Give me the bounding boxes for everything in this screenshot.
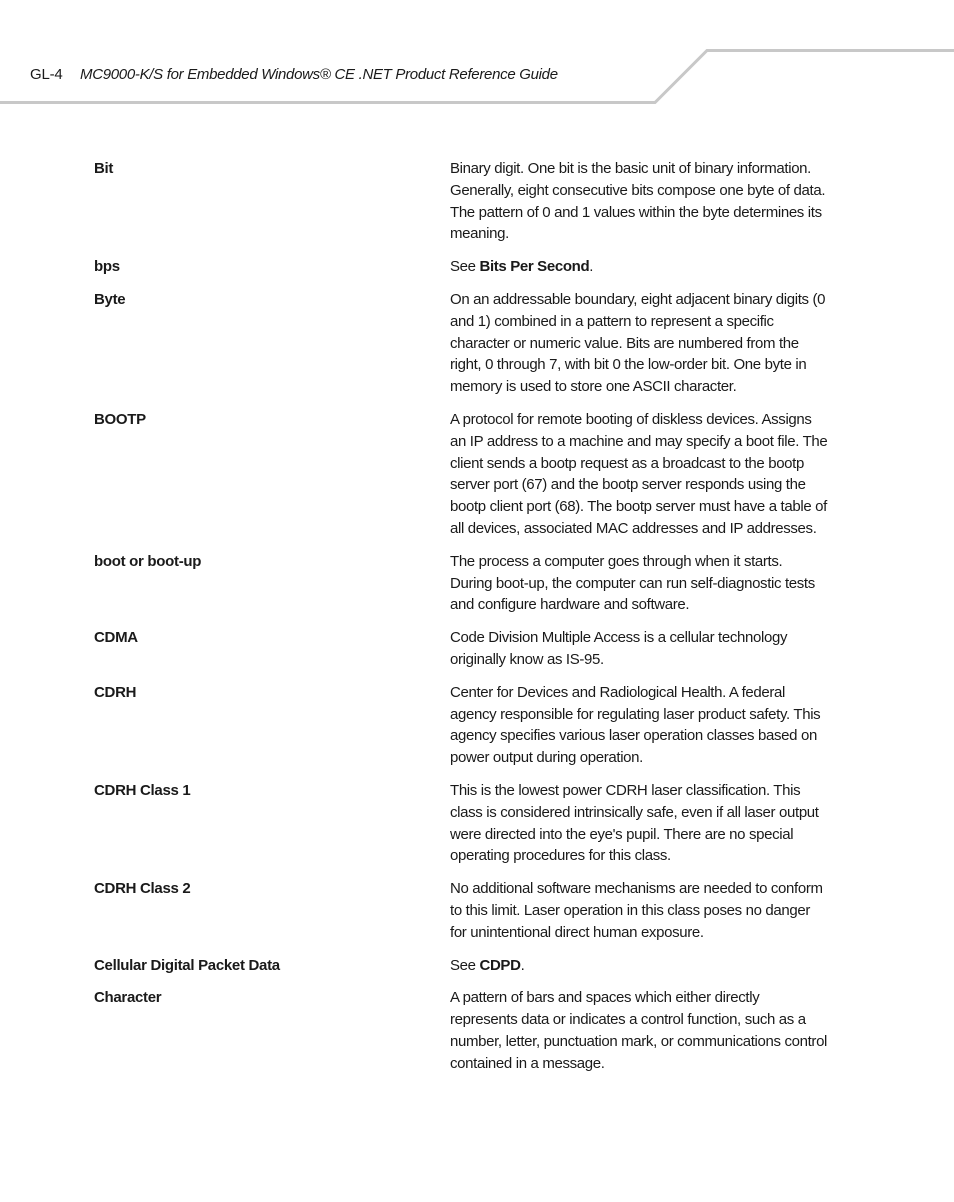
glossary-definition: The process a computer goes through when it starts. During boot-up, the computer can run self-diagnostic tests and configure hardware and software. <box>450 552 815 614</box>
glossary-entry <box>94 551 834 616</box>
glossary-term: Byte <box>94 290 126 308</box>
header-rule-decoration <box>0 0 954 110</box>
glossary-entry <box>94 256 834 278</box>
glossary-entry <box>94 955 834 977</box>
glossary-term: CDMA <box>94 629 138 647</box>
glossary-entry <box>94 289 834 398</box>
glossary-term: CDRH Class 2 <box>94 880 191 898</box>
glossary-term: boot or boot-up <box>94 552 202 570</box>
glossary-term: CDRH <box>94 683 137 701</box>
glossary-definition: This is the lowest power CDRH laser classification. This class is considered intrinsically safe, even if all laser output were directed into the eye's pupil. There are no special operating procedures for this class. <box>450 781 819 865</box>
glossary-term: bps <box>94 258 120 276</box>
glossary-definition: On an addressable boundary, eight adjacent binary digits (0 and 1) combined in a pattern to represent a specific character or numeric value. Bits are numbered from the right, 0 through 7, with bit 0 the low-order bit. One byte in memory is used to store one ASCII character. <box>450 290 826 396</box>
see-prefix: See <box>450 258 480 276</box>
glossary-definition: Binary digit. One bit is the basic unit of binary information. Generally, eight consecutive bits compose one byte of data. The pattern of 0 and 1 values within the byte determines its meaning. <box>450 160 826 243</box>
glossary-entry <box>94 409 834 540</box>
glossary-definition: A protocol for remote booting of diskless devices. Assigns an IP address to a machine and may specify a boot file. The client sends a bootp request as a broadcast to the bootp server port (67) and the bootp server responds using the bootp client port (68). The bootp server must have a table of all devices, associated MAC addresses and IP addresses. <box>450 410 828 537</box>
glossary-definition <box>450 256 828 278</box>
glossary-term: Bit <box>94 160 114 177</box>
glossary-term: Character <box>94 989 162 1007</box>
page-number: GL-4 <box>30 66 63 83</box>
see-suffix: . <box>589 258 594 276</box>
glossary-list <box>94 158 834 1085</box>
glossary-term: Cellular Digital Packet Data <box>94 956 280 974</box>
see-prefix: See <box>450 956 480 974</box>
glossary-entry <box>94 780 834 867</box>
glossary-definition: Center for Devices and Radiological Health. A federal agency responsible for regulating laser product safety. This agency specifies various laser operation classes based on power output during operation. <box>450 683 821 767</box>
glossary-definition <box>450 955 828 977</box>
glossary-entry <box>94 987 834 1074</box>
glossary-term: BOOTP <box>94 410 146 428</box>
glossary-definition: Code Division Multiple Access is a cellular technology originally know as IS-95. <box>450 629 788 668</box>
glossary-entry <box>94 158 834 245</box>
page-header <box>0 0 954 110</box>
glossary-definition: No additional software mechanisms are needed to conform to this limit. Laser operation in this class poses no danger for unintentional direct human exposure. <box>450 880 823 941</box>
glossary-entry <box>94 878 834 943</box>
guide-title: MC9000-K/S for Embedded Windows® CE .NET Product Reference Guide <box>80 66 558 83</box>
glossary-term: CDRH Class 1 <box>94 781 191 799</box>
glossary-entry <box>94 627 834 671</box>
glossary-definition: A pattern of bars and spaces which either directly represents data or indicates a control function, such as a number, letter, punctuation mark, or communications control contained in a message. <box>450 989 828 1072</box>
glossary-entry <box>94 682 834 769</box>
cross-reference: Bits Per Second <box>479 258 590 276</box>
see-suffix: . <box>520 956 525 974</box>
cross-reference: CDPD <box>479 956 521 974</box>
